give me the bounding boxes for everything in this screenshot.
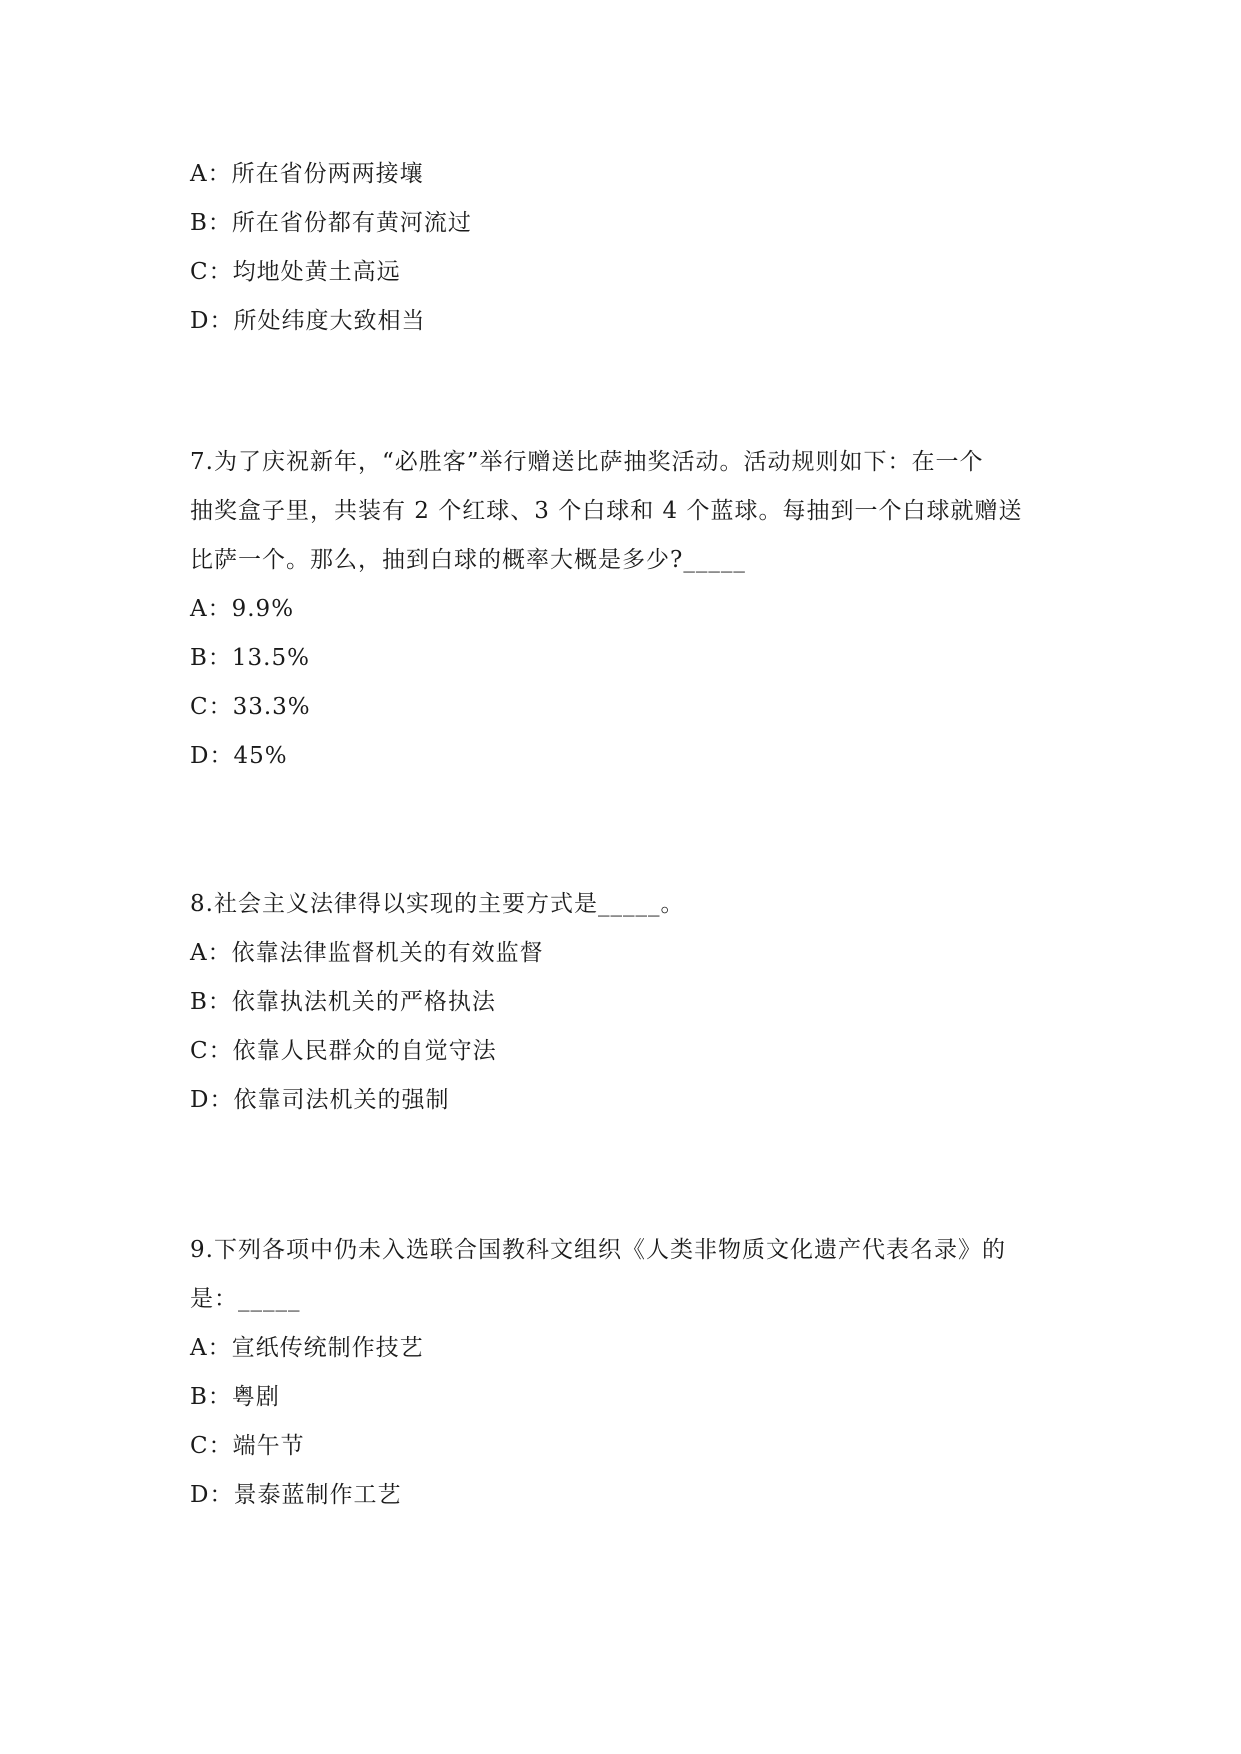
option-b: B：所在省份都有黄河流过 bbox=[190, 210, 472, 236]
option-b: B：粤剧 bbox=[190, 1384, 280, 1410]
option-a: A：所在省份两两接壤 bbox=[190, 161, 424, 187]
option-b: B：依靠执法机关的严格执法 bbox=[190, 989, 496, 1015]
question-9-text-line-1: 9.下列各项中仍未入选联合国教科文组织《人类非物质文化遗产代表名录》的 bbox=[190, 1237, 1006, 1263]
question-7 bbox=[190, 438, 1050, 781]
option-c: C：依靠人民群众的自觉守法 bbox=[190, 1038, 497, 1064]
option-c: C：均地处黄土高远 bbox=[190, 259, 401, 285]
question-7-text-line-1: 7.为了庆祝新年，“必胜客”举行赠送比萨抽奖活动。活动规则如下：在一个 bbox=[190, 449, 984, 475]
question-8 bbox=[190, 880, 1050, 1125]
option-a: A：依靠法律监督机关的有效监督 bbox=[190, 940, 544, 966]
option-d: D：所处纬度大致相当 bbox=[190, 308, 426, 334]
option-a: A：9.9% bbox=[190, 596, 295, 622]
option-c: C：33.3% bbox=[190, 694, 311, 720]
question-7-text-line-3: 比萨一个。那么，抽到白球的概率大概是多少?_____ bbox=[190, 547, 746, 573]
question-8-text-line-1: 8.社会主义法律得以实现的主要方式是_____。 bbox=[190, 891, 685, 917]
option-c: C：端午节 bbox=[190, 1433, 305, 1459]
option-d: D：景泰蓝制作工艺 bbox=[190, 1482, 402, 1508]
question-6-options bbox=[190, 150, 1050, 346]
option-b: B：13.5% bbox=[190, 645, 310, 671]
option-d: D：依靠司法机关的强制 bbox=[190, 1087, 450, 1113]
option-a: A：宣纸传统制作技艺 bbox=[190, 1335, 424, 1361]
option-d: D：45% bbox=[190, 743, 288, 769]
question-9 bbox=[190, 1226, 1050, 1520]
question-9-text-line-2: 是：_____ bbox=[190, 1286, 301, 1312]
question-7-text-line-2: 抽奖盒子里，共装有 2 个红球、3 个白球和 4 个蓝球。每抽到一个白球就赠送 bbox=[190, 498, 1023, 524]
